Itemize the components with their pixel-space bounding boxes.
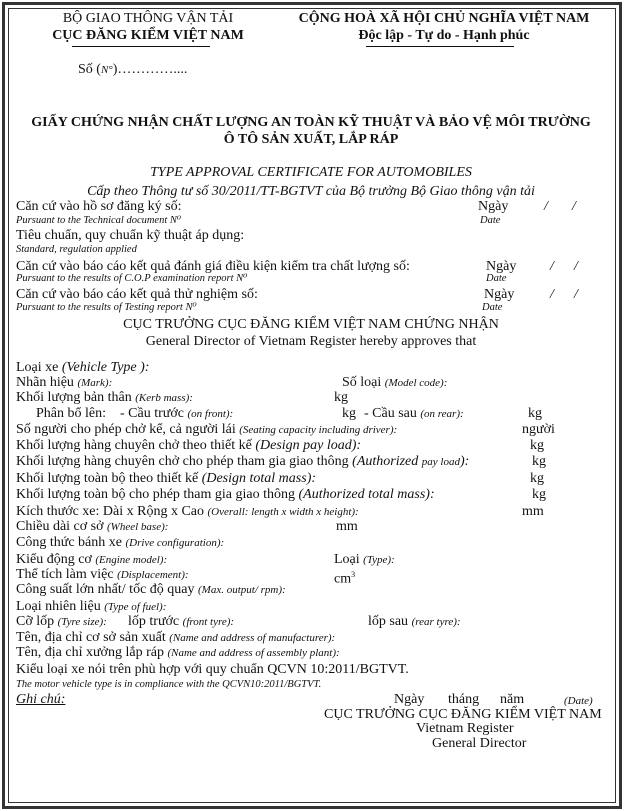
disp-text: Thể tích làm việc bbox=[16, 567, 118, 582]
kerb-en-text: (Kerb mass): bbox=[135, 392, 193, 404]
date-label-en: Date bbox=[486, 273, 507, 284]
seat-en-text: (Seating capacity including driver): bbox=[239, 424, 398, 436]
date-slash: / bbox=[550, 259, 554, 274]
engine-en-text: (Engine model): bbox=[95, 554, 168, 566]
ministry-name: BỘ GIAO THÔNG VẬN TẢI bbox=[62, 11, 234, 26]
title-line-2: Ô TÔ SẢN XUẤT, LẮP RÁP bbox=[223, 132, 399, 147]
sign-year: năm bbox=[500, 692, 525, 707]
wheel-base-field bbox=[16, 519, 168, 535]
issued-under: Cấp theo Thông tư số 30/2011/TT-BGTVT của Bộ trưởng Bộ Giao thông vận tải bbox=[87, 184, 535, 199]
unit-kg: kg bbox=[532, 487, 546, 502]
motto-underline bbox=[366, 46, 514, 47]
sign-date-en: (Date) bbox=[564, 695, 593, 707]
mfr-en-text: (Name and address of manufacturer): bbox=[169, 632, 336, 644]
compliance-vn: Kiểu loại xe nói trên phù hợp với quy chuẩn QCVN 10:2011/BGTVT. bbox=[16, 662, 409, 677]
kerb-text: Khối lượng bản thân bbox=[16, 390, 136, 405]
cm-sup-text: 3 bbox=[351, 570, 356, 579]
seat-text: Số người cho phép chở kể, cả người lái bbox=[16, 422, 240, 437]
rtyre-en-text: (rear tyre): bbox=[411, 616, 461, 628]
basis-standard: Tiêu chuẩn, quy chuẩn kỹ thuật áp dụng: bbox=[16, 228, 245, 243]
front-text: - Cầu trước bbox=[120, 406, 188, 421]
number-dots: )………….... bbox=[112, 62, 188, 77]
sign-month: tháng bbox=[448, 692, 480, 707]
assembly-plant-field bbox=[16, 645, 340, 661]
number-label: Số ( bbox=[78, 62, 101, 77]
unit-kg: kg bbox=[530, 471, 544, 486]
engine-type-field bbox=[334, 552, 395, 568]
date-label: Ngày bbox=[486, 259, 517, 274]
apl-text: Khối lượng hàng chuyên chở cho phép tham gia giao thông bbox=[16, 454, 353, 469]
dpl-en-text: (Design pay load): bbox=[255, 438, 362, 453]
apl-en1-text: (Authorized bbox=[352, 454, 422, 469]
mark-text: Nhãn hiệu bbox=[16, 375, 78, 390]
approval-en: General Director of Vietnam Register hereby approves that bbox=[145, 334, 477, 349]
national-motto: Độc lập - Tự do - Hạnh phúc bbox=[358, 28, 530, 43]
apl-en3-text: ): bbox=[459, 454, 470, 469]
disp-en-text: (Displacement): bbox=[117, 569, 189, 581]
basis-registration: Căn cứ vào hồ sơ đăng ký số: bbox=[16, 199, 182, 214]
dim-text: Kích thước xe: Dài x Rộng x Cao bbox=[16, 504, 208, 519]
mfr-text: Tên, địa chỉ cơ sở sản xuất bbox=[16, 630, 170, 645]
rear-axle-field bbox=[364, 406, 464, 422]
dimensions-field bbox=[16, 504, 359, 520]
date-label-en: Date bbox=[480, 215, 501, 226]
engine-model-field bbox=[16, 552, 167, 568]
seating-field bbox=[16, 422, 397, 438]
distribution-label: Phân bổ lên: bbox=[36, 406, 106, 421]
unit-person: người bbox=[522, 422, 555, 437]
drive-en-text: (Drive configuration): bbox=[125, 537, 225, 549]
unit-mm: mm bbox=[522, 504, 544, 519]
agency-name: CỤC ĐĂNG KIỂM VIỆT NAM bbox=[52, 28, 244, 43]
compliance-en: The motor vehicle type is in compliance with the QCVN10:2011/BGTVT. bbox=[16, 679, 322, 690]
basis-testing-en: Pursuant to the results of Testing report N⁰ bbox=[16, 302, 197, 313]
dtm-text: Khối lượng toàn bộ theo thiết kế bbox=[16, 471, 202, 486]
mark-field bbox=[16, 375, 112, 391]
plant-text: Tên, địa chỉ xưởng lắp ráp bbox=[16, 645, 168, 660]
certificate-number bbox=[78, 62, 187, 78]
displacement-field bbox=[16, 567, 189, 583]
date-slash: / bbox=[550, 287, 554, 302]
date-label: Ngày bbox=[484, 287, 515, 302]
etype-en-text: (Type): bbox=[363, 554, 395, 566]
basis-registration-en: Pursuant to the Technical document N⁰ bbox=[16, 215, 182, 226]
fuel-text: Loại nhiên liệu bbox=[16, 599, 105, 614]
etype-text: Loại bbox=[334, 552, 364, 567]
date-slash: / bbox=[574, 259, 578, 274]
power-en-text: (Max. output/ rpm): bbox=[198, 584, 286, 596]
sign-day: Ngày bbox=[394, 692, 425, 707]
date-label-en: Date bbox=[482, 302, 503, 313]
cm-text: cm bbox=[334, 571, 352, 587]
atm-en-text: (Authorized total mass): bbox=[298, 487, 435, 502]
number-abbrev: N° bbox=[100, 64, 113, 76]
unit-kg: kg bbox=[532, 454, 546, 469]
dtm-en-text: (Design total mass): bbox=[201, 471, 317, 486]
note-label: Ghi chú: bbox=[16, 692, 66, 707]
design-payload-field bbox=[16, 438, 361, 454]
type-en-text: (Vehicle Type ): bbox=[61, 360, 150, 375]
engine-text: Kiểu động cơ bbox=[16, 552, 96, 567]
dpl-text: Khối lượng hàng chuyên chở theo thiết kế bbox=[16, 438, 256, 453]
rear-text: - Cầu sau bbox=[364, 406, 421, 421]
agency-underline bbox=[72, 46, 210, 47]
design-total-mass-field bbox=[16, 471, 316, 487]
mark-en-text: (Mark): bbox=[77, 377, 113, 389]
approval-vn: CỤC TRƯỞNG CỤC ĐĂNG KIỂM VIỆT NAM CHỨNG NHẬN bbox=[123, 317, 499, 332]
front-en-text: (on front): bbox=[187, 408, 234, 420]
kerb-mass-field bbox=[16, 390, 193, 406]
ftyre-en-text: (front tyre): bbox=[182, 616, 235, 628]
ftyre-text: lốp trước bbox=[128, 614, 183, 629]
signatory-org-en: Vietnam Register bbox=[416, 721, 514, 736]
unit-kg: kg bbox=[342, 406, 356, 421]
basis-cop: Căn cứ vào báo cáo kết quả đánh giá điều kiện kiểm tra chất lượng số: bbox=[16, 259, 410, 274]
republic-name: CỘNG HOÀ XÃ HỘI CHỦ NGHĨA VIỆT NAM bbox=[298, 11, 590, 26]
drive-config-field bbox=[16, 535, 224, 551]
power-text: Công suất lớn nhất/ tốc độ quay bbox=[16, 582, 198, 597]
basis-cop-en: Pursuant to the results of C.O.P examination report N⁰ bbox=[16, 273, 248, 284]
tyre-en-text: (Tyre size): bbox=[57, 616, 107, 628]
date-slash: / bbox=[574, 287, 578, 302]
date-slash: / bbox=[544, 199, 548, 214]
tyre-size-field bbox=[16, 614, 107, 630]
plant-en-text: (Name and address of assembly plant): bbox=[167, 647, 340, 659]
tyre-text: Cỡ lốp bbox=[16, 614, 58, 629]
signatory-title-en: General Director bbox=[432, 736, 527, 751]
model-code-field bbox=[342, 375, 447, 391]
vehicle-type-field bbox=[16, 360, 149, 376]
date-label: Ngày bbox=[478, 199, 509, 214]
manufacturer-field bbox=[16, 630, 335, 646]
authorized-total-mass-field bbox=[16, 487, 435, 503]
authorized-payload-field bbox=[16, 454, 469, 470]
unit-kg: kg bbox=[334, 390, 348, 405]
unit-mm: mm bbox=[336, 519, 358, 534]
english-title: TYPE APPROVAL CERTIFICATE FOR AUTOMOBILES bbox=[150, 165, 472, 180]
rtyre-text: lốp sau bbox=[368, 614, 412, 629]
apl-en2-text: pay load bbox=[421, 456, 460, 468]
signatory-title-vn: CỤC TRƯỞNG CỤC ĐĂNG KIỂM VIỆT NAM bbox=[324, 707, 602, 722]
max-output-field bbox=[16, 582, 286, 598]
type-text: Loại xe bbox=[16, 360, 62, 375]
front-axle-field bbox=[120, 406, 233, 422]
basis-standard-en: Standard, regulation applied bbox=[16, 244, 137, 255]
atm-text: Khối lượng toàn bộ cho phép tham gia giao thông bbox=[16, 487, 299, 502]
wb-en-text: (Wheel base): bbox=[107, 521, 169, 533]
basis-testing: Căn cứ vào báo cáo kết quả thử nghiệm số: bbox=[16, 287, 258, 302]
front-tyre-field bbox=[128, 614, 234, 630]
dim-en-text: (Overall: length x width x height): bbox=[207, 506, 359, 518]
rear-en-text: (on rear): bbox=[420, 408, 464, 420]
drive-text: Công thức bánh xe bbox=[16, 535, 126, 550]
date-slash: / bbox=[572, 199, 576, 214]
model-text: Số loại bbox=[342, 375, 385, 390]
fuel-en-text: (Type of fuel): bbox=[104, 601, 167, 613]
unit-cm3 bbox=[334, 567, 355, 588]
unit-kg: kg bbox=[530, 438, 544, 453]
unit-kg: kg bbox=[528, 406, 542, 421]
title-line-1: GIẤY CHỨNG NHẬN CHẤT LƯỢNG AN TOÀN KỸ THUẬT VÀ BẢO VỆ MÔI TRƯỜNG bbox=[31, 115, 591, 130]
fuel-type-field bbox=[16, 599, 166, 615]
model-en-text: (Model code): bbox=[384, 377, 448, 389]
rear-tyre-field bbox=[368, 614, 461, 630]
wb-text: Chiều dài cơ sở bbox=[16, 519, 108, 534]
